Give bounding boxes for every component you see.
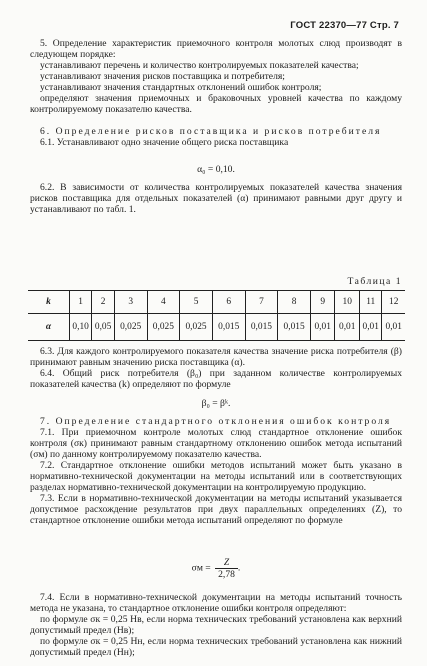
table-cell: 0,015 bbox=[212, 314, 245, 341]
table-header-cell: 12 bbox=[382, 291, 405, 314]
paragraphs-6-3-6-4 bbox=[30, 346, 402, 390]
table-caption: Таблица 1 bbox=[347, 276, 402, 287]
table-cell: 0,025 bbox=[180, 314, 213, 341]
paragraph-7-1: 7.1. При приемочном контроле молотых слюд стандартное отклонение ошибок контроля (σк) принимают равным стандартному отклонению ошибок метода испытаний (σм) по данному контролируемому показателю качества. bbox=[30, 427, 402, 460]
formula-6-1: α₀ = 0,10. bbox=[197, 164, 235, 175]
formula-7-3: σм = $\frac{Z}{2,78}$ . bbox=[191, 557, 241, 580]
paragraph-7-4: 7.4. Если в нормативно-технической документации на методы испытаний точность метода не указана, то стандартное отклонение ошибки контроля определяют: bbox=[30, 592, 402, 614]
paragraph-6-3: 6.3. Для каждого контролируемого показателя качества значение риска потребителя (β) принимают равным значению риска поставщика (α). bbox=[30, 346, 402, 368]
table-cell: 0,10 bbox=[69, 314, 91, 341]
table-row-label: α bbox=[45, 322, 52, 332]
table-header-cell: 7 bbox=[245, 291, 278, 314]
table-cell: 0,015 bbox=[278, 314, 311, 341]
table-header-cell: 2 bbox=[92, 291, 114, 314]
section-5-title: 5. Определение характеристик приемочного контроля молотых слюд производят в следующем порядке: bbox=[30, 38, 402, 60]
section-5-item: устанавливают значения рисков поставщика и потребителя; bbox=[40, 71, 285, 82]
section-5-item: определяют значения приемочных и браковочных уровней качества по каждому контролируемому показателю качества. bbox=[30, 93, 402, 115]
section-6-title: 6. Определение рисков поставщика и рисков потребителя bbox=[40, 126, 382, 137]
table-cell: 0,025 bbox=[147, 314, 180, 341]
table-cell: 0,025 bbox=[114, 314, 147, 341]
table-header-cell: 10 bbox=[335, 291, 360, 314]
paragraph-6-1: 6.1. Устанавливают одно значение общего риска поставщика bbox=[40, 137, 289, 148]
table-values-row bbox=[28, 314, 405, 341]
table-cell: 0,01 bbox=[310, 314, 335, 341]
page-header: ГОСТ 22370—77 Стр. 7 bbox=[290, 20, 399, 31]
section-5-item: устанавливают значения стандартных отклонений ошибок контроля; bbox=[40, 82, 322, 93]
table-header-cell: 3 bbox=[114, 291, 147, 314]
section-5 bbox=[30, 38, 402, 115]
paragraph-6-4: 6.4. Общий риск потребителя (β₀) при заданном количестве контролируемых показателей качества (k) определяют по формуле bbox=[30, 368, 402, 390]
paragraph-7-3: 7.3. Если в нормативно-технической документации на методы испытаний указывается допустимое расхождение результатов при двух параллельных определениях (Z), то стандартное отклонение ошибки метода испытаний определяют по формуле bbox=[30, 493, 402, 526]
paragraph-7-4-block bbox=[30, 592, 402, 658]
table-cell: 0,01 bbox=[335, 314, 360, 341]
table-header-cell: 9 bbox=[310, 291, 335, 314]
table-header-cell: 11 bbox=[359, 291, 381, 314]
table-1 bbox=[28, 290, 405, 341]
section-7 bbox=[30, 416, 402, 526]
paragraph-7-2: 7.2. Стандартное отклонение ошибки методов испытаний может быть указано в нормативно-технической документации на методы испытаний или в соответствующих разделах нормативно-технической документации на контролируемую продукцию. bbox=[30, 460, 402, 493]
table-header-label: k bbox=[28, 291, 69, 314]
table-cell: 0,01 bbox=[382, 314, 405, 341]
section-5-item: устанавливают перечень и количество контролируемых показателей качества; bbox=[40, 60, 359, 71]
paragraph-7-4-b: по формуле σк = 0,25 Нн, если норма технических требований установлена как нижний допустимый предел (Нн); bbox=[30, 636, 402, 658]
paragraph-6-2: 6.2. В зависимости от количества контролируемых показателей качества значения рисков поставщика для отдельных показателей (α) принимают равными друг другу и устанавливают по табл. 1. bbox=[30, 182, 402, 215]
table-header-cell: 8 bbox=[278, 291, 311, 314]
table-header-cell: 4 bbox=[147, 291, 180, 314]
section-6 bbox=[30, 126, 402, 148]
paragraph-6-2-block bbox=[30, 182, 402, 215]
table-header-row bbox=[28, 291, 405, 314]
fraction: $\frac{Z}{2,78}$ bbox=[215, 557, 238, 580]
paragraph-7-4-a: по формуле σк = 0,25 Нв, если норма технических требований установлена как верхний допустимый предел (Нв); bbox=[30, 614, 402, 636]
table-cell: 0,05 bbox=[92, 314, 114, 341]
table-cell: 0,01 bbox=[359, 314, 381, 341]
table-cell: 0,015 bbox=[245, 314, 278, 341]
section-7-title: 7. Определение стандартного отклонения ошибок контроля bbox=[40, 416, 392, 427]
formula-6-4: β₀ = βᵏ. bbox=[201, 398, 231, 409]
table-header-cell: 6 bbox=[212, 291, 245, 314]
table-header-cell: 5 bbox=[180, 291, 213, 314]
table-header-cell: 1 bbox=[69, 291, 91, 314]
